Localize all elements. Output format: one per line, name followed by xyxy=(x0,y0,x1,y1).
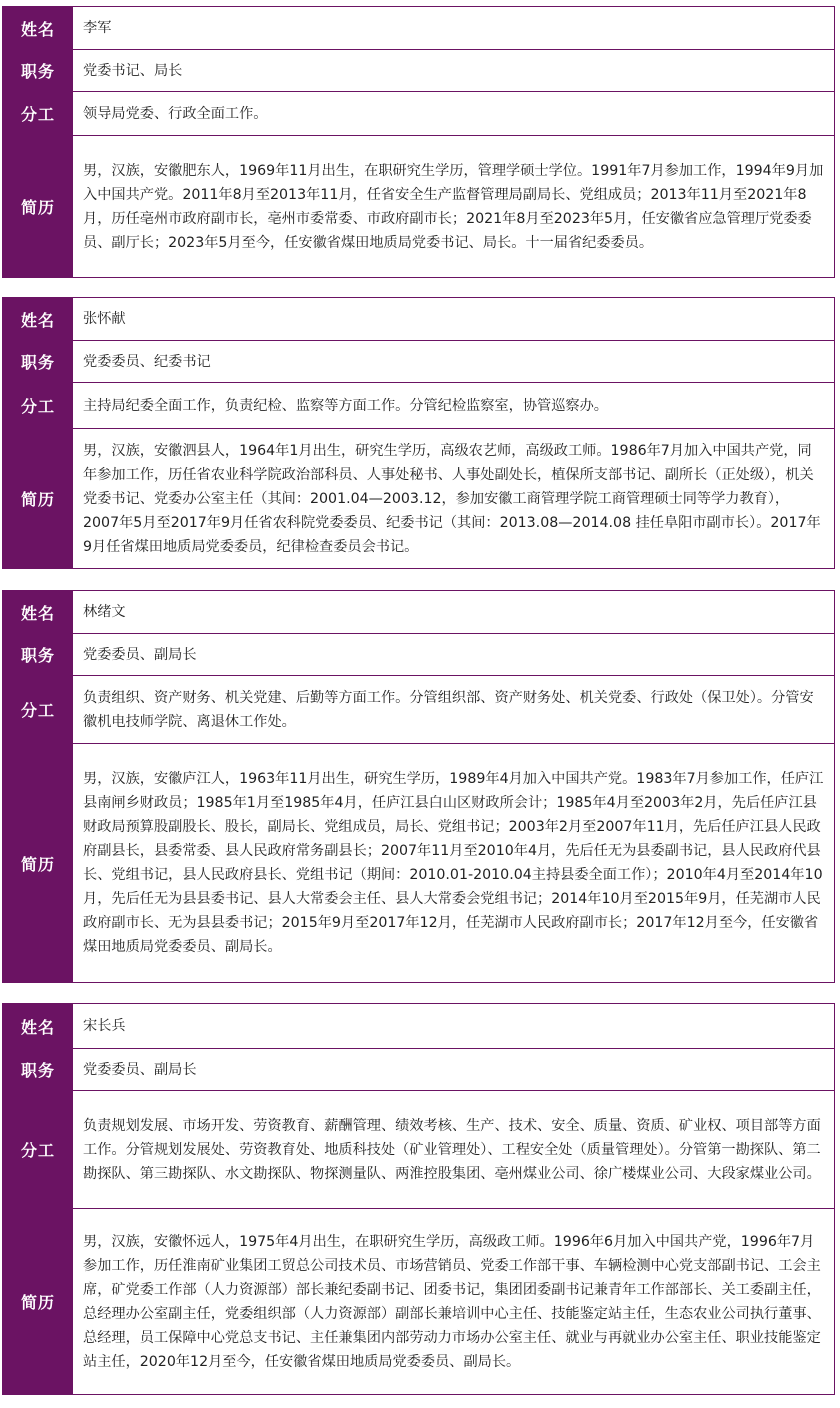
bio-row xyxy=(3,135,834,277)
position-value: 党委委员、纪委书记 xyxy=(83,353,211,370)
bio-row xyxy=(3,1208,834,1394)
name-label: 姓名 xyxy=(3,7,73,49)
name-row xyxy=(3,591,834,633)
bio-label: 简历 xyxy=(3,744,73,982)
profile-card xyxy=(2,6,835,278)
name-row xyxy=(3,1004,834,1048)
position-row xyxy=(3,633,834,675)
position-value: 党委委员、副局长 xyxy=(83,646,197,663)
position-label: 职务 xyxy=(3,50,73,91)
division-value: 负责组织、资产财务、机关党建、后勤等方面工作。分管组织部、资产财务处、机关党委、行政处（保卫处）。分管安徽机电技师学院、离退休工作处。 xyxy=(83,689,814,730)
profile-card xyxy=(2,1003,835,1395)
division-value: 主持局纪委全面工作，负责纪检、监察等方面工作。分管纪检监察室，协管巡察办。 xyxy=(83,397,608,414)
profile-card xyxy=(2,297,835,569)
division-value: 负责规划发展、市场开发、劳资教育、薪酬管理、绩效考核、生产、技术、安全、质量、资质、矿业权、项目部等方面工作。分管规划发展处、劳资教育处、地质科技处（矿业管理处）、工程安全处（质量管理处）。分管第一勘探队、第二勘探队、第三勘探队、水文勘探队、物探测量队、两淮控股集团、亳州煤业公司、徐广楼煤业公司、大段家煤业公司。 xyxy=(83,1117,821,1182)
position-row xyxy=(3,1048,834,1090)
division-label: 分工 xyxy=(3,92,73,135)
position-label: 职务 xyxy=(3,634,73,675)
bio-value: 男，汉族，安徽泗县人，1964年1月出生，研究生学历，高级农艺师，高级政工师。1986年7月加入中国共产党，同年参加工作，历任省农业科学院政治部科员、人事处秘书、人事处副处长，植保所支部书记、副所长（正处级），机关党委书记、党委办公室主任（其间：2001.04—2003.12，参加安徽工商管理学院工商管理硕士同等学力教育），2007年5月至2017年9月任省农科院党委委员、纪委书记（其间：2013.08—2014.08 挂任阜阳市副市长）。2017年9月任省煤田地质局党委委员，纪律检查委员会书记。 xyxy=(83,442,821,555)
division-row xyxy=(3,382,834,428)
position-label: 职务 xyxy=(3,1049,73,1090)
position-row xyxy=(3,340,834,382)
bio-value: 男，汉族，安徽肥东人，1969年11月出生，在职研究生学历，管理学硕士学位。1991年7月参加工作，1994年9月加入中国共产党。2011年8月至2013年11月，任省安全生产监督管理局副局长、党组成员；2013年11月至2021年8月，历任亳州市政府副市长，亳州市委常委、市政府副市长；2021年8月至2023年5月，任安徽省应急管理厅党委委员、副厅长；2023年5月至今，任安徽省煤田地质局党委书记、局长。十一届省纪委委员。 xyxy=(83,162,824,251)
name-label: 姓名 xyxy=(3,1004,73,1048)
bio-label: 简历 xyxy=(3,1209,73,1394)
name-label: 姓名 xyxy=(3,591,73,633)
profile-card xyxy=(2,590,835,983)
division-label: 分工 xyxy=(3,383,73,428)
name-value: 李军 xyxy=(83,20,112,36)
division-row xyxy=(3,91,834,135)
name-label: 姓名 xyxy=(3,298,73,340)
division-label: 分工 xyxy=(3,676,73,743)
name-value: 林绪文 xyxy=(83,604,126,620)
bio-value: 男，汉族，安徽庐江人，1963年11月出生，研究生学历，1989年4月加入中国共产党。1983年7月参加工作，任庐江县南闸乡财政员；1985年1月至1985年4月，任庐江县白山区财政所会计；1985年4月至2003年2月，先后任庐江县财政局预算股副股长、股长，副局长、党组成员，局长、党组书记；2003年2月至2007年11月，先后任庐江县人民政府副县长，县委常委、县人民政府常务副县长；2007年11月至2010年4月，先后任无为县委副书记，县人民政府代县长、党组书记，县人民政府县长、党组书记（期间：2010.01-2010.04主持县委全面工作）；2010年4月至2014年10月，先后任无为县县委书记、县人大常委会主任、县人大常委会党组书记；2014年10月至2015年9月，任芜湖市人民政府副市长、无为县县委书记；2015年9月至2017年12月，任芜湖市人民政府副市长；2017年12月至今，任安徽省煤田地质局党委委员、副局长。 xyxy=(83,771,824,955)
position-value: 党委委员、副局长 xyxy=(83,1061,197,1078)
name-value: 张怀献 xyxy=(83,311,126,327)
bio-label: 简历 xyxy=(3,429,73,568)
division-row xyxy=(3,675,834,743)
name-row xyxy=(3,7,834,49)
division-value: 领导局党委、行政全面工作。 xyxy=(83,105,268,122)
name-row xyxy=(3,298,834,340)
division-label: 分工 xyxy=(3,1091,73,1208)
division-row xyxy=(3,1090,834,1208)
bio-row xyxy=(3,743,834,982)
bio-row xyxy=(3,428,834,568)
bio-label: 简历 xyxy=(3,136,73,277)
name-value: 宋长兵 xyxy=(83,1018,126,1034)
position-label: 职务 xyxy=(3,341,73,382)
position-value: 党委书记、局长 xyxy=(83,62,183,79)
position-row xyxy=(3,49,834,91)
bio-value: 男，汉族，安徽怀远人，1975年4月出生，在职研究生学历，高级政工师。1996年6月加入中国共产党，1996年7月参加工作，历任淮南矿业集团工贸总公司技术员、市场营销员、党委工作部干事、车辆检测中心党支部副书记、工会主席，矿党委工作部（人力资源部）部长兼纪委副书记、团委书记，集团团委副书记兼青年工作部部长、关工委副主任，总经理办公室副主任，党委组织部（人力资源部）副部长兼培训中心主任、技能鉴定站主任，生态农业公司执行董事、总经理，员工保障中心党总支书记、主任兼集团内部劳动力市场办公室主任、就业与再就业办公室主任、职业技能鉴定站主任，2020年12月至今，任安徽省煤田地质局党委委员、副局长。 xyxy=(83,1233,821,1370)
